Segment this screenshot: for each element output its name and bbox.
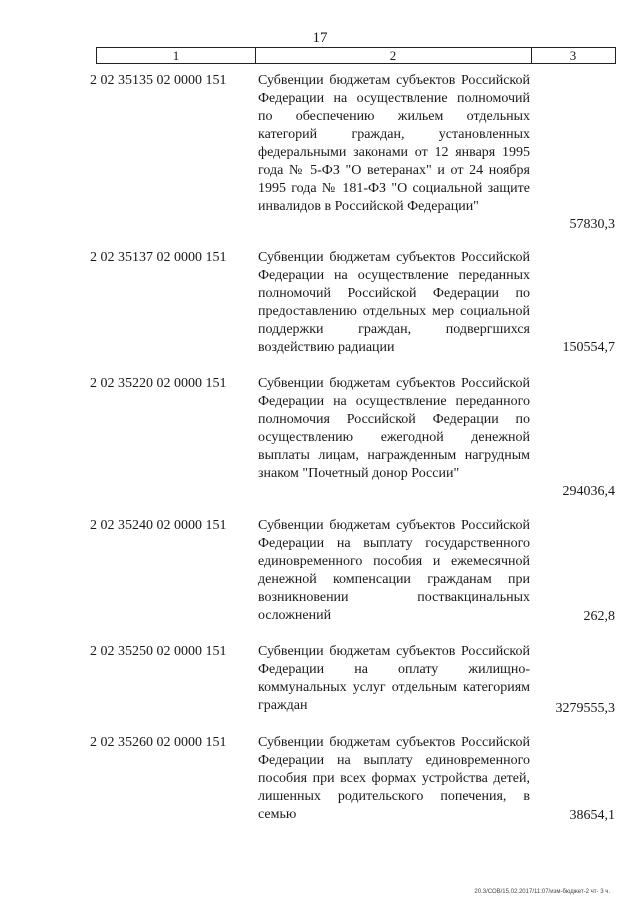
row-code: 2 02 35137 02 0000 151 — [90, 250, 227, 265]
row-description: Субвенции бюджетам субъектов Российской Федерации на выплату государственного единовременного пособия и ежемесячной денежной компенсации гражданам при возникновении поствакцинальных осложнений — [258, 518, 530, 623]
page-number: 17 — [312, 30, 328, 46]
row-code: 2 02 35250 02 0000 151 — [90, 644, 227, 659]
row-amount: 57830,3 — [569, 217, 615, 232]
table-header — [96, 47, 616, 64]
row-amount: 262,8 — [583, 609, 615, 624]
row-amount: 38654,1 — [569, 808, 615, 823]
row-description: Субвенции бюджетам субъектов Российской Федерации на выплату единовременного пособия при всех формах устройства детей, лишенных родительского попечения, в семью — [258, 735, 530, 822]
row-description: Субвенции бюджетам субъектов Российской Федерации на осуществление полномочий по обеспечению жильем отдельных категорий граждан, установленных федеральными законами от 12 января 1995 года № 5-ФЗ "О ветеранах" и от 24 ноября 1995 года № 181-ФЗ "О социальной защите инвалидов в Российской Федерации" — [258, 73, 530, 214]
row-amount: 294036,4 — [562, 484, 615, 499]
header-col-3: 3 — [569, 48, 577, 63]
row-description: Субвенции бюджетам субъектов Российской Федерации на осуществление переданных полномочий Российской Федерации по предоставлению отдельных мер социальной поддержки граждан, подвергшихся воздействию радиации — [258, 250, 530, 355]
row-code: 2 02 35260 02 0000 151 — [90, 735, 227, 750]
row-code: 2 02 35240 02 0000 151 — [90, 518, 227, 533]
row-code: 2 02 35135 02 0000 151 — [90, 73, 227, 88]
header-col-1: 1 — [97, 48, 256, 63]
row-description: Субвенции бюджетам субъектов Российской Федерации на оплату жилищно-коммунальных услуг отдельным категориям граждан — [258, 644, 530, 713]
row-description: Субвенции бюджетам субъектов Российской Федерации на осуществление переданного полномочия Российской Федерации по осуществлению ежегодной денежной выплаты лицам, награжденным нагрудным знаком "Почетный донор России" — [258, 376, 530, 481]
row-amount: 3279555,3 — [555, 701, 615, 716]
row-amount: 150554,7 — [562, 340, 615, 355]
header-col-2: 2 — [255, 48, 532, 63]
footer-stamp: 20.3/СОВ/15.02.2017/11:07/изм-бюджет-2 чт- 3 ч. — [474, 889, 610, 895]
row-code: 2 02 35220 02 0000 151 — [90, 376, 227, 391]
